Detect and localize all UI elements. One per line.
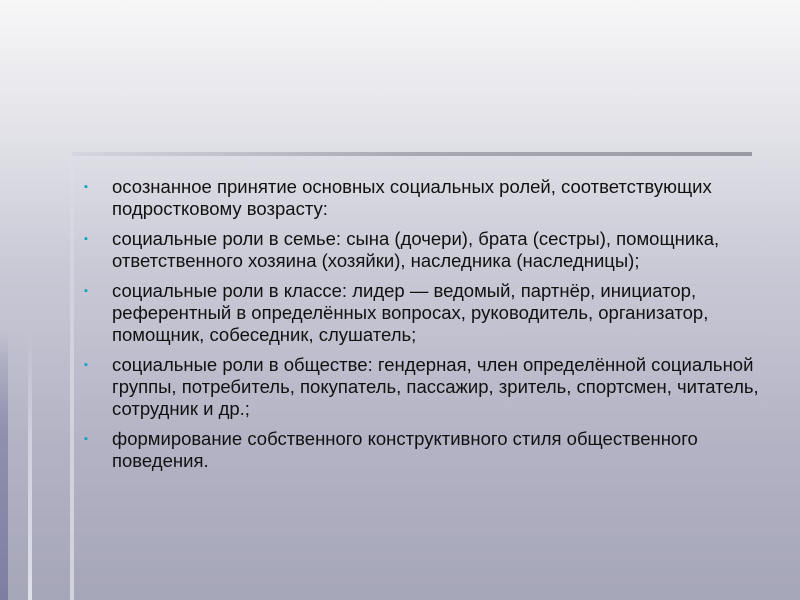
bullet-list bbox=[84, 176, 764, 472]
bullet-icon: ▪ bbox=[84, 359, 88, 371]
bullet-item bbox=[84, 176, 764, 220]
decorative-stripe bbox=[70, 155, 74, 600]
bullet-item bbox=[84, 228, 764, 272]
bullet-icon: ▪ bbox=[84, 285, 88, 297]
bullet-text: социальные роли в обществе: гендерная, член определённой социальной группы, потребитель, покупатель, пассажир, зритель, спортсмен, читатель, сотрудник и др.; bbox=[112, 354, 759, 419]
bullet-item bbox=[84, 354, 764, 420]
bullet-text: осознанное принятие основных социальных ролей, соответствующих подростковому возрасту: bbox=[112, 176, 712, 219]
bullet-text: социальные роли в семье: сына (дочери), брата (сестры), помощника, ответственного хозяина (хозяйки), наследника (наследницы); bbox=[112, 228, 720, 271]
bullet-text: формирование собственного конструктивного стиля общественного поведения. bbox=[112, 428, 698, 471]
title-divider-line bbox=[72, 152, 752, 156]
bullet-icon: ▪ bbox=[84, 181, 88, 193]
bullet-icon: ▪ bbox=[84, 433, 88, 445]
slide-content bbox=[84, 176, 764, 480]
decorative-stripe bbox=[28, 330, 32, 600]
decorative-stripe bbox=[0, 330, 8, 600]
bullet-text: социальные роли в классе: лидер — ведомый, партнёр, инициатор, референтный в определённых вопросах, руководитель, организатор, помощник, собеседник, слушатель; bbox=[112, 280, 709, 345]
bullet-icon: ▪ bbox=[84, 233, 88, 245]
bullet-item bbox=[84, 428, 764, 472]
bullet-item bbox=[84, 280, 764, 346]
